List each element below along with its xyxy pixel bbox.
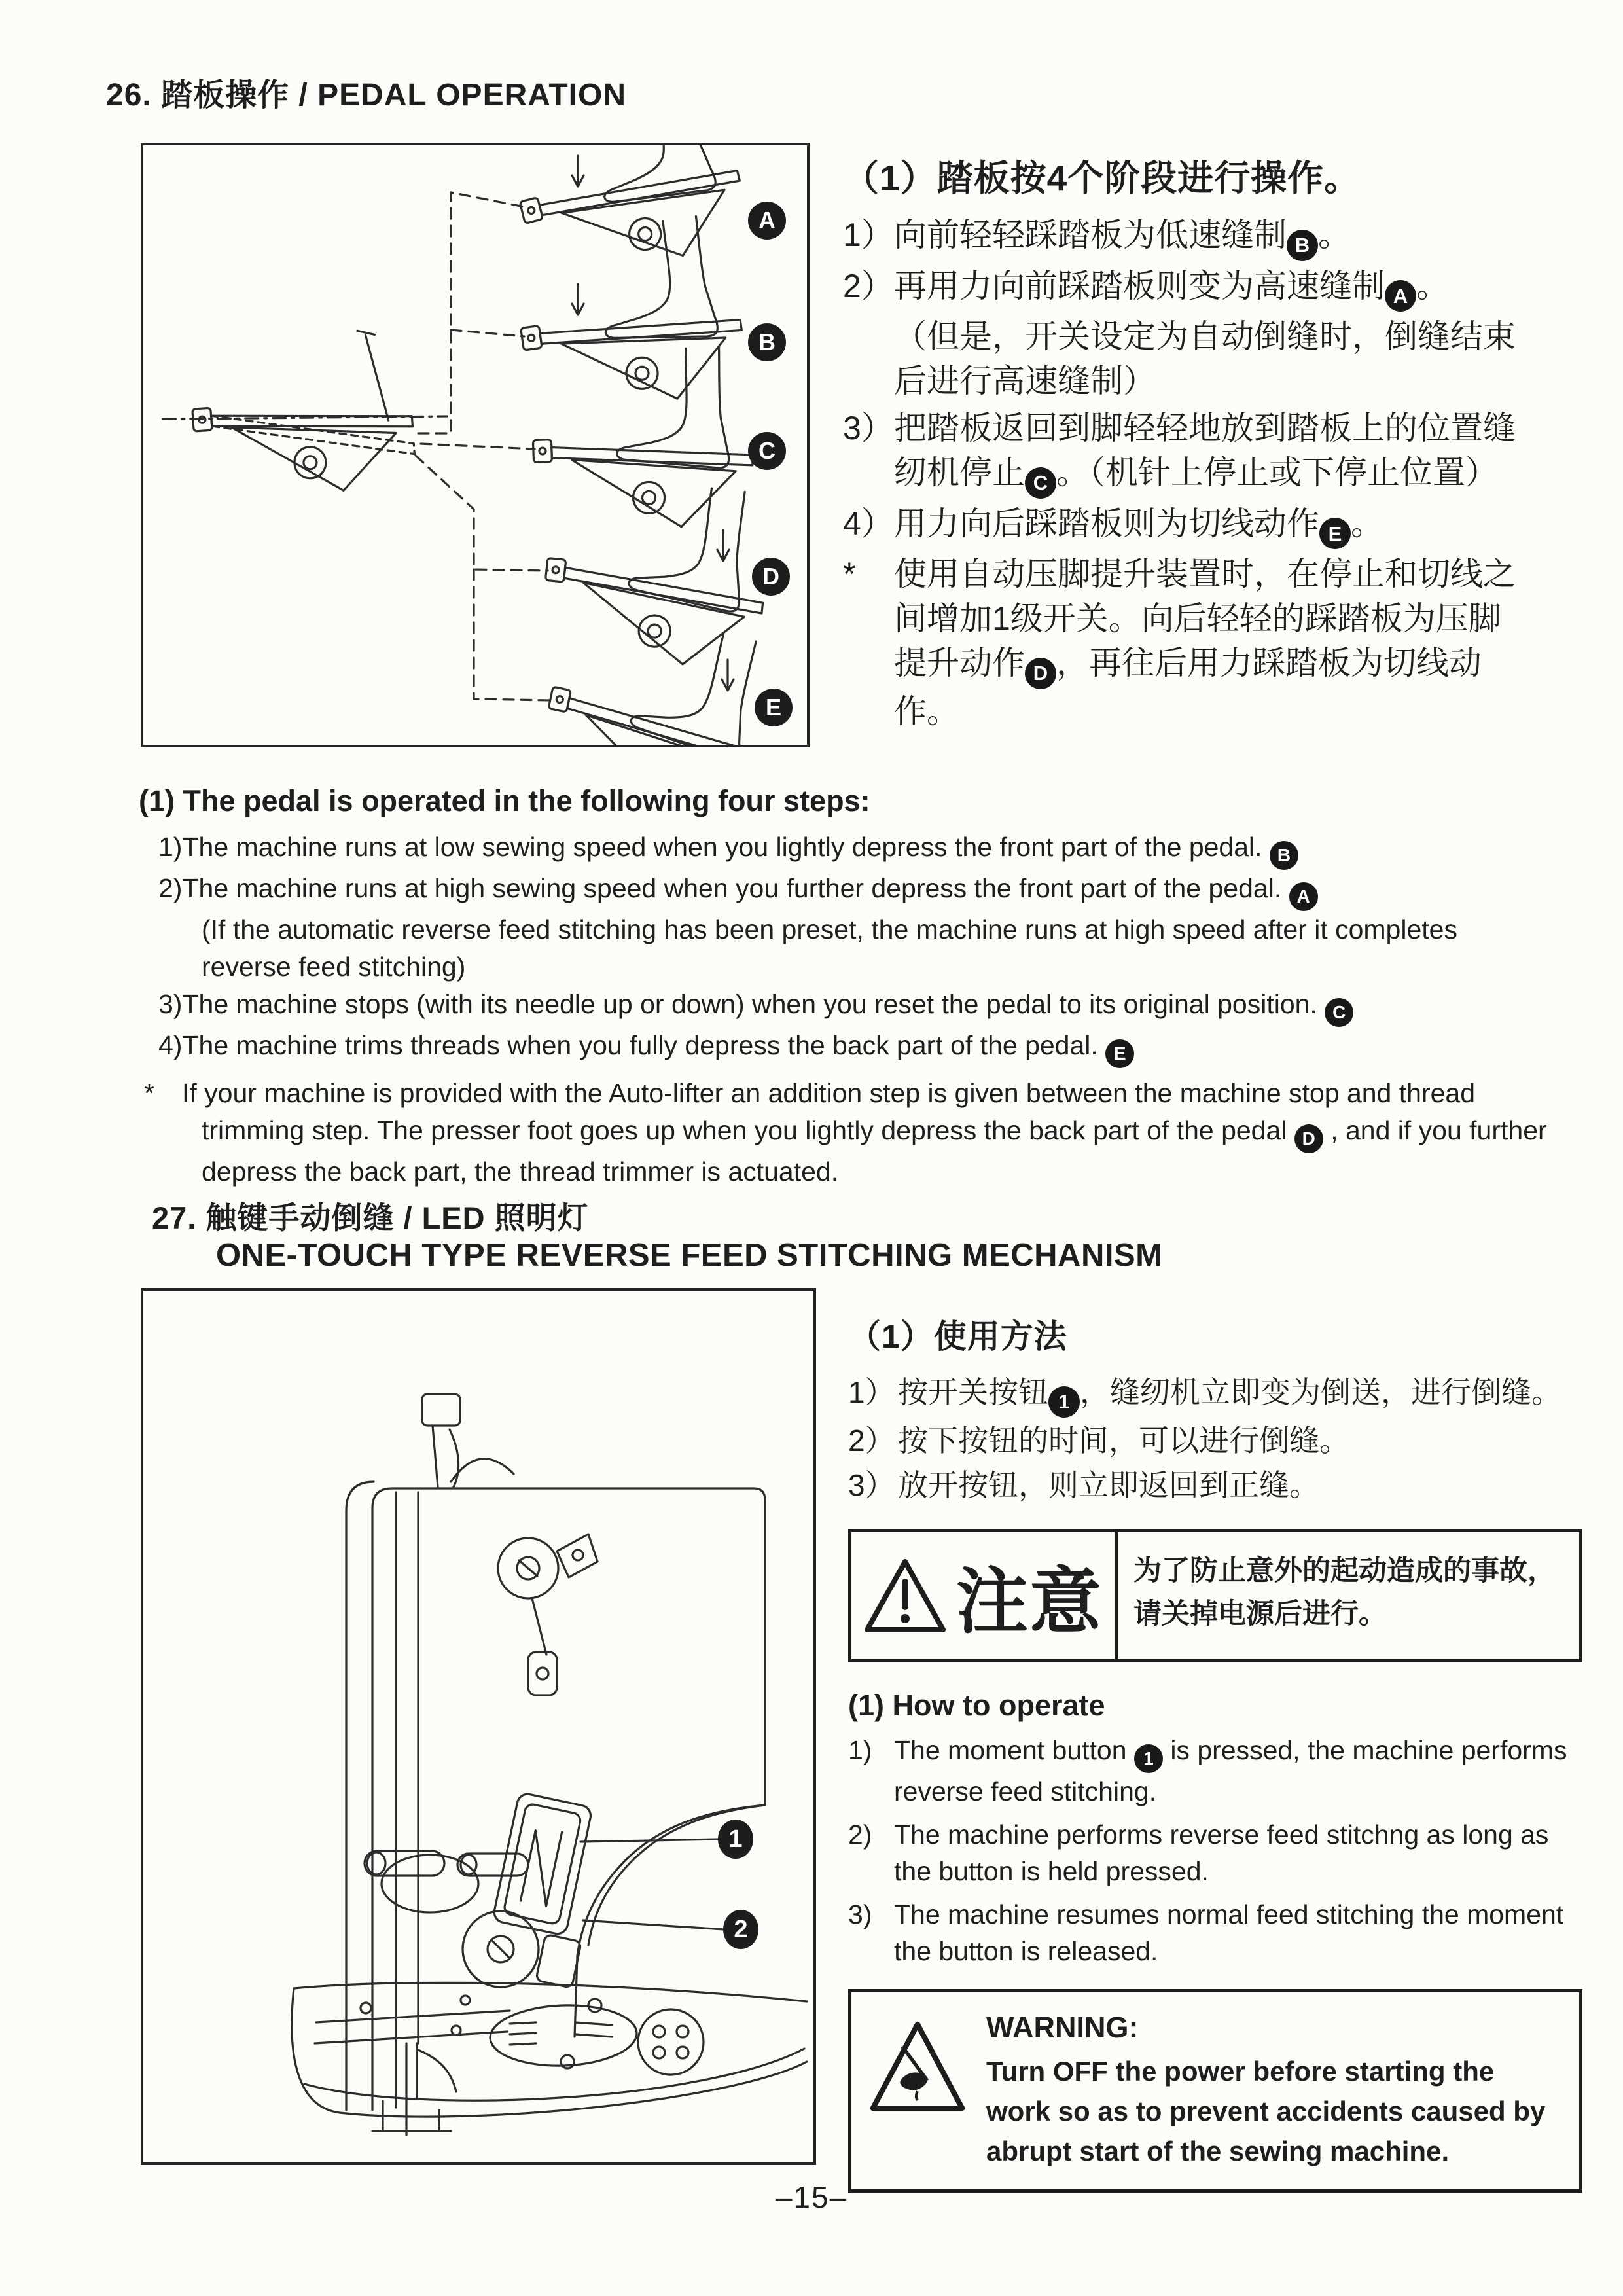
item-text: 再用力向前踩踏板则变为高速缝制 bbox=[894, 267, 1385, 304]
circled-letter-badge: C bbox=[1025, 467, 1056, 499]
en-instructions-27 bbox=[848, 1732, 1582, 1969]
down-arrow-icon bbox=[722, 660, 734, 691]
caution-text bbox=[1115, 1532, 1579, 1659]
pedal-figure bbox=[141, 143, 810, 747]
en-instructions-26 bbox=[139, 784, 1552, 1191]
pedal-label-badge-c: C bbox=[748, 432, 786, 470]
list-item: 3)The machine stops (with its needle up or down) when you reset the pedal to its original position. C bbox=[139, 986, 1552, 1027]
pedal-d-icon bbox=[538, 472, 774, 672]
machine-figure bbox=[141, 1288, 816, 2165]
warning-triangle-icon bbox=[863, 1557, 947, 1634]
item-text: The machine resumes normal feed stitching the moment the button is released. bbox=[894, 1899, 1564, 1966]
list-item: 2）按下按钮的时间，可以进行倒缝。 bbox=[848, 1423, 1349, 1458]
item-text: The machine runs at low sewing speed when you lightly depress the front part of the pedal. bbox=[182, 832, 1270, 862]
item-text: （但是，开关设定为自动倒缝时，倒缝结束后进行高速缝制） bbox=[894, 318, 1516, 399]
list-item: 3）放开按钮，则立即返回到正缝。 bbox=[848, 1467, 1319, 1502]
circled-letter-badge: D bbox=[1294, 1124, 1323, 1153]
list-item: 1)The machine runs at low sewing speed when you lightly depress the front part of the pedal. B bbox=[139, 829, 1552, 870]
list-item bbox=[139, 911, 1552, 986]
circled-letter-badge: B bbox=[1270, 841, 1298, 870]
pedal-a-icon bbox=[499, 145, 754, 291]
pedal-illustration bbox=[143, 145, 807, 745]
circled-letter-badge: E bbox=[1319, 518, 1351, 549]
en-heading-26: (1) The pedal is operated in the following four steps: bbox=[139, 784, 870, 817]
item-text: 。 bbox=[1318, 217, 1351, 253]
circled-letter-badge: B bbox=[1287, 230, 1318, 261]
warning-content bbox=[986, 2011, 1562, 2171]
section-27-column bbox=[848, 1310, 1582, 2193]
list-item: 2) The machine performs reverse feed stitchng as long as the button is held pressed. bbox=[848, 1819, 1549, 1886]
warning-title: WARNING: bbox=[986, 2010, 1139, 2044]
callout-badge-2: 2 bbox=[723, 1910, 758, 1949]
cn-heading-27: （1）使用方法 bbox=[848, 1318, 1067, 1355]
item-text: The moment button bbox=[894, 1734, 1134, 1765]
cn-instructions-26 bbox=[843, 149, 1533, 736]
pedal-b-icon bbox=[508, 212, 750, 419]
cn-instructions-27 bbox=[848, 1310, 1582, 1507]
item-text: The machine trims threads when you fully depress the back part of the pedal. bbox=[182, 1030, 1106, 1060]
caution-box bbox=[848, 1529, 1582, 1662]
list-item: 1）向前轻轻踩踏板为低速缝制 B 。 bbox=[843, 213, 1533, 261]
pedal-label-badge-e: E bbox=[755, 689, 793, 726]
item-text: (If the automatic reverse feed stitching has been preset, the machine runs at high speed after it completes reverse feed stitching) bbox=[202, 914, 1457, 982]
list-item bbox=[843, 314, 1533, 403]
caution-label: 注意 bbox=[956, 1561, 1103, 1642]
pedal-label-badge-a: A bbox=[748, 202, 786, 240]
list-item: 2)The machine runs at high sewing speed when you further depress the front part of the pedal. A bbox=[139, 870, 1552, 911]
section-27-title-en: ONE-TOUCH TYPE REVERSE FEED STITCHING MECHANISM bbox=[216, 1238, 1163, 1273]
item-text: 按下按钮的时间，可以进行倒缝。 bbox=[898, 1423, 1349, 1458]
list-item: 3）把踏板返回到脚轻轻地放到踏板上的位置缝纫机停止 C 。（机针上停止或下停止位置） bbox=[843, 406, 1533, 499]
down-arrow-icon bbox=[572, 284, 584, 315]
list-item: 1) The moment button 1 is pressed, the machine performs reverse feed stitching. bbox=[848, 1734, 1567, 1806]
pedal-c-icon bbox=[530, 346, 755, 531]
sewing-machine-illustration bbox=[143, 1291, 813, 2162]
item-text: If your machine is provided with the Auto-lifter an addition step is given between the machine stop and thread trimming step. The presser foot goes up when you lightly depress the back part of the pedal bbox=[182, 1078, 1476, 1145]
list-item: 4）用力向后踩踏板则为切线动作 E 。 bbox=[843, 501, 1533, 550]
section-27-title-cn: 27. 触键手动倒缝 / LED 照明灯 bbox=[152, 1200, 589, 1235]
warning-text: Turn OFF the power before starting the work so as to prevent accidents caused by abrupt start of the sewing machine. bbox=[986, 2055, 1546, 2166]
pedal-label-badge-b: B bbox=[748, 323, 786, 361]
needle-warning-triangle-icon bbox=[868, 2020, 967, 2113]
item-text: 使用自动压脚提升装置时，在停止和切线之间增加1级开关。向后轻轻的踩踏板为压脚提升动作 bbox=[894, 556, 1516, 681]
circled-letter-badge: C bbox=[1325, 998, 1353, 1027]
circled-letter-badge: A bbox=[1385, 280, 1416, 312]
down-arrow-icon bbox=[717, 530, 729, 561]
list-item: * If your machine is provided with the Auto-lifter an addition step is given between the machine stop and thread trimming step. The presser foot goes up when you lightly depress the back part of the pedal D , and if you further depress the back part, the thread trimmer is actuated. bbox=[144, 1078, 1547, 1187]
item-text: 按开关按钮 bbox=[898, 1375, 1048, 1409]
item-text: 放开按钮，则立即返回到正缝。 bbox=[898, 1467, 1319, 1502]
circled-letter-badge: E bbox=[1105, 1039, 1134, 1068]
reverse-feed-switch-icon bbox=[482, 1792, 609, 1988]
cn-heading-26: （1）踏板按4个阶段进行操作。 bbox=[843, 158, 1361, 198]
main-pedal-icon bbox=[158, 325, 452, 503]
item-text: , and if you further depress the back part, the thread trimmer is actuated. bbox=[202, 1115, 1547, 1187]
warning-box bbox=[848, 1989, 1582, 2193]
item-text: The machine stops (with its needle up or down) when you reset the pedal to its original position. bbox=[182, 989, 1325, 1019]
caution-text-line: 请关掉电源后进行。 bbox=[1133, 1598, 1387, 1630]
callout-badge-1: 1 bbox=[718, 1820, 753, 1859]
item-text: 。 bbox=[1416, 267, 1449, 304]
list-item: 1）按开关按钮 1 ，缝纫机立即变为倒送，进行倒缝。 bbox=[848, 1371, 1582, 1418]
caution-text-line: 为了防止意外的起动造成的事故， bbox=[1133, 1554, 1556, 1587]
caution-left-cell bbox=[851, 1532, 1115, 1659]
pedal-e-icon bbox=[534, 602, 785, 745]
page-number: –15– bbox=[775, 2180, 848, 2214]
item-text: 。 bbox=[1351, 505, 1383, 542]
pedal-label-badge-d: D bbox=[752, 558, 790, 596]
circled-letter-badge: A bbox=[1289, 882, 1318, 911]
en-heading-27: (1) How to operate bbox=[848, 1688, 1105, 1722]
item-text: 把踏板返回到脚轻轻地放到踏板上的位置缝纫机停止 bbox=[894, 410, 1516, 491]
circled-number-badge: 1 bbox=[1134, 1744, 1163, 1773]
item-text: is pressed, the machine performs reverse feed stitching. bbox=[894, 1734, 1567, 1806]
connector-lines bbox=[416, 192, 552, 700]
list-item: 2）再用力向前踩踏板则变为高速缝制 A 。 bbox=[843, 264, 1533, 312]
item-text: 。（机针上停止或下停止位置） bbox=[1056, 454, 1498, 491]
item-text: The machine performs reverse feed stitchng as long as the button is held pressed. bbox=[894, 1819, 1549, 1886]
section-26-title: 26. 踏板操作 / PEDAL OPERATION bbox=[106, 78, 627, 113]
item-text: ，缝纫机立即变为倒送，进行倒缝。 bbox=[1080, 1375, 1561, 1409]
item-text: 向前轻轻踩踏板为低速缝制 bbox=[894, 217, 1287, 253]
down-arrow-icon bbox=[572, 156, 584, 187]
item-text: 用力向后踩踏板则为切线动作 bbox=[894, 505, 1319, 542]
circled-number-badge: 1 bbox=[1048, 1386, 1080, 1418]
list-item: 3) The machine resumes normal feed stitching the moment the button is released. bbox=[848, 1899, 1564, 1966]
list-item: 4)The machine trims threads when you fully depress the back part of the pedal. E bbox=[139, 1027, 1552, 1068]
circled-letter-badge: D bbox=[1025, 658, 1056, 689]
item-text: The machine runs at high sewing speed when you further depress the front part of the pedal. bbox=[182, 873, 1289, 903]
list-item: * 使用自动压脚提升装置时，在停止和切线之间增加1级开关。向后轻轻的踩踏板为压脚提升动作 D ，再往后用力踩踏板为切线动作。 bbox=[843, 556, 1516, 730]
item-text: ，再往后用力踩踏板为切线动作。 bbox=[894, 645, 1482, 730]
